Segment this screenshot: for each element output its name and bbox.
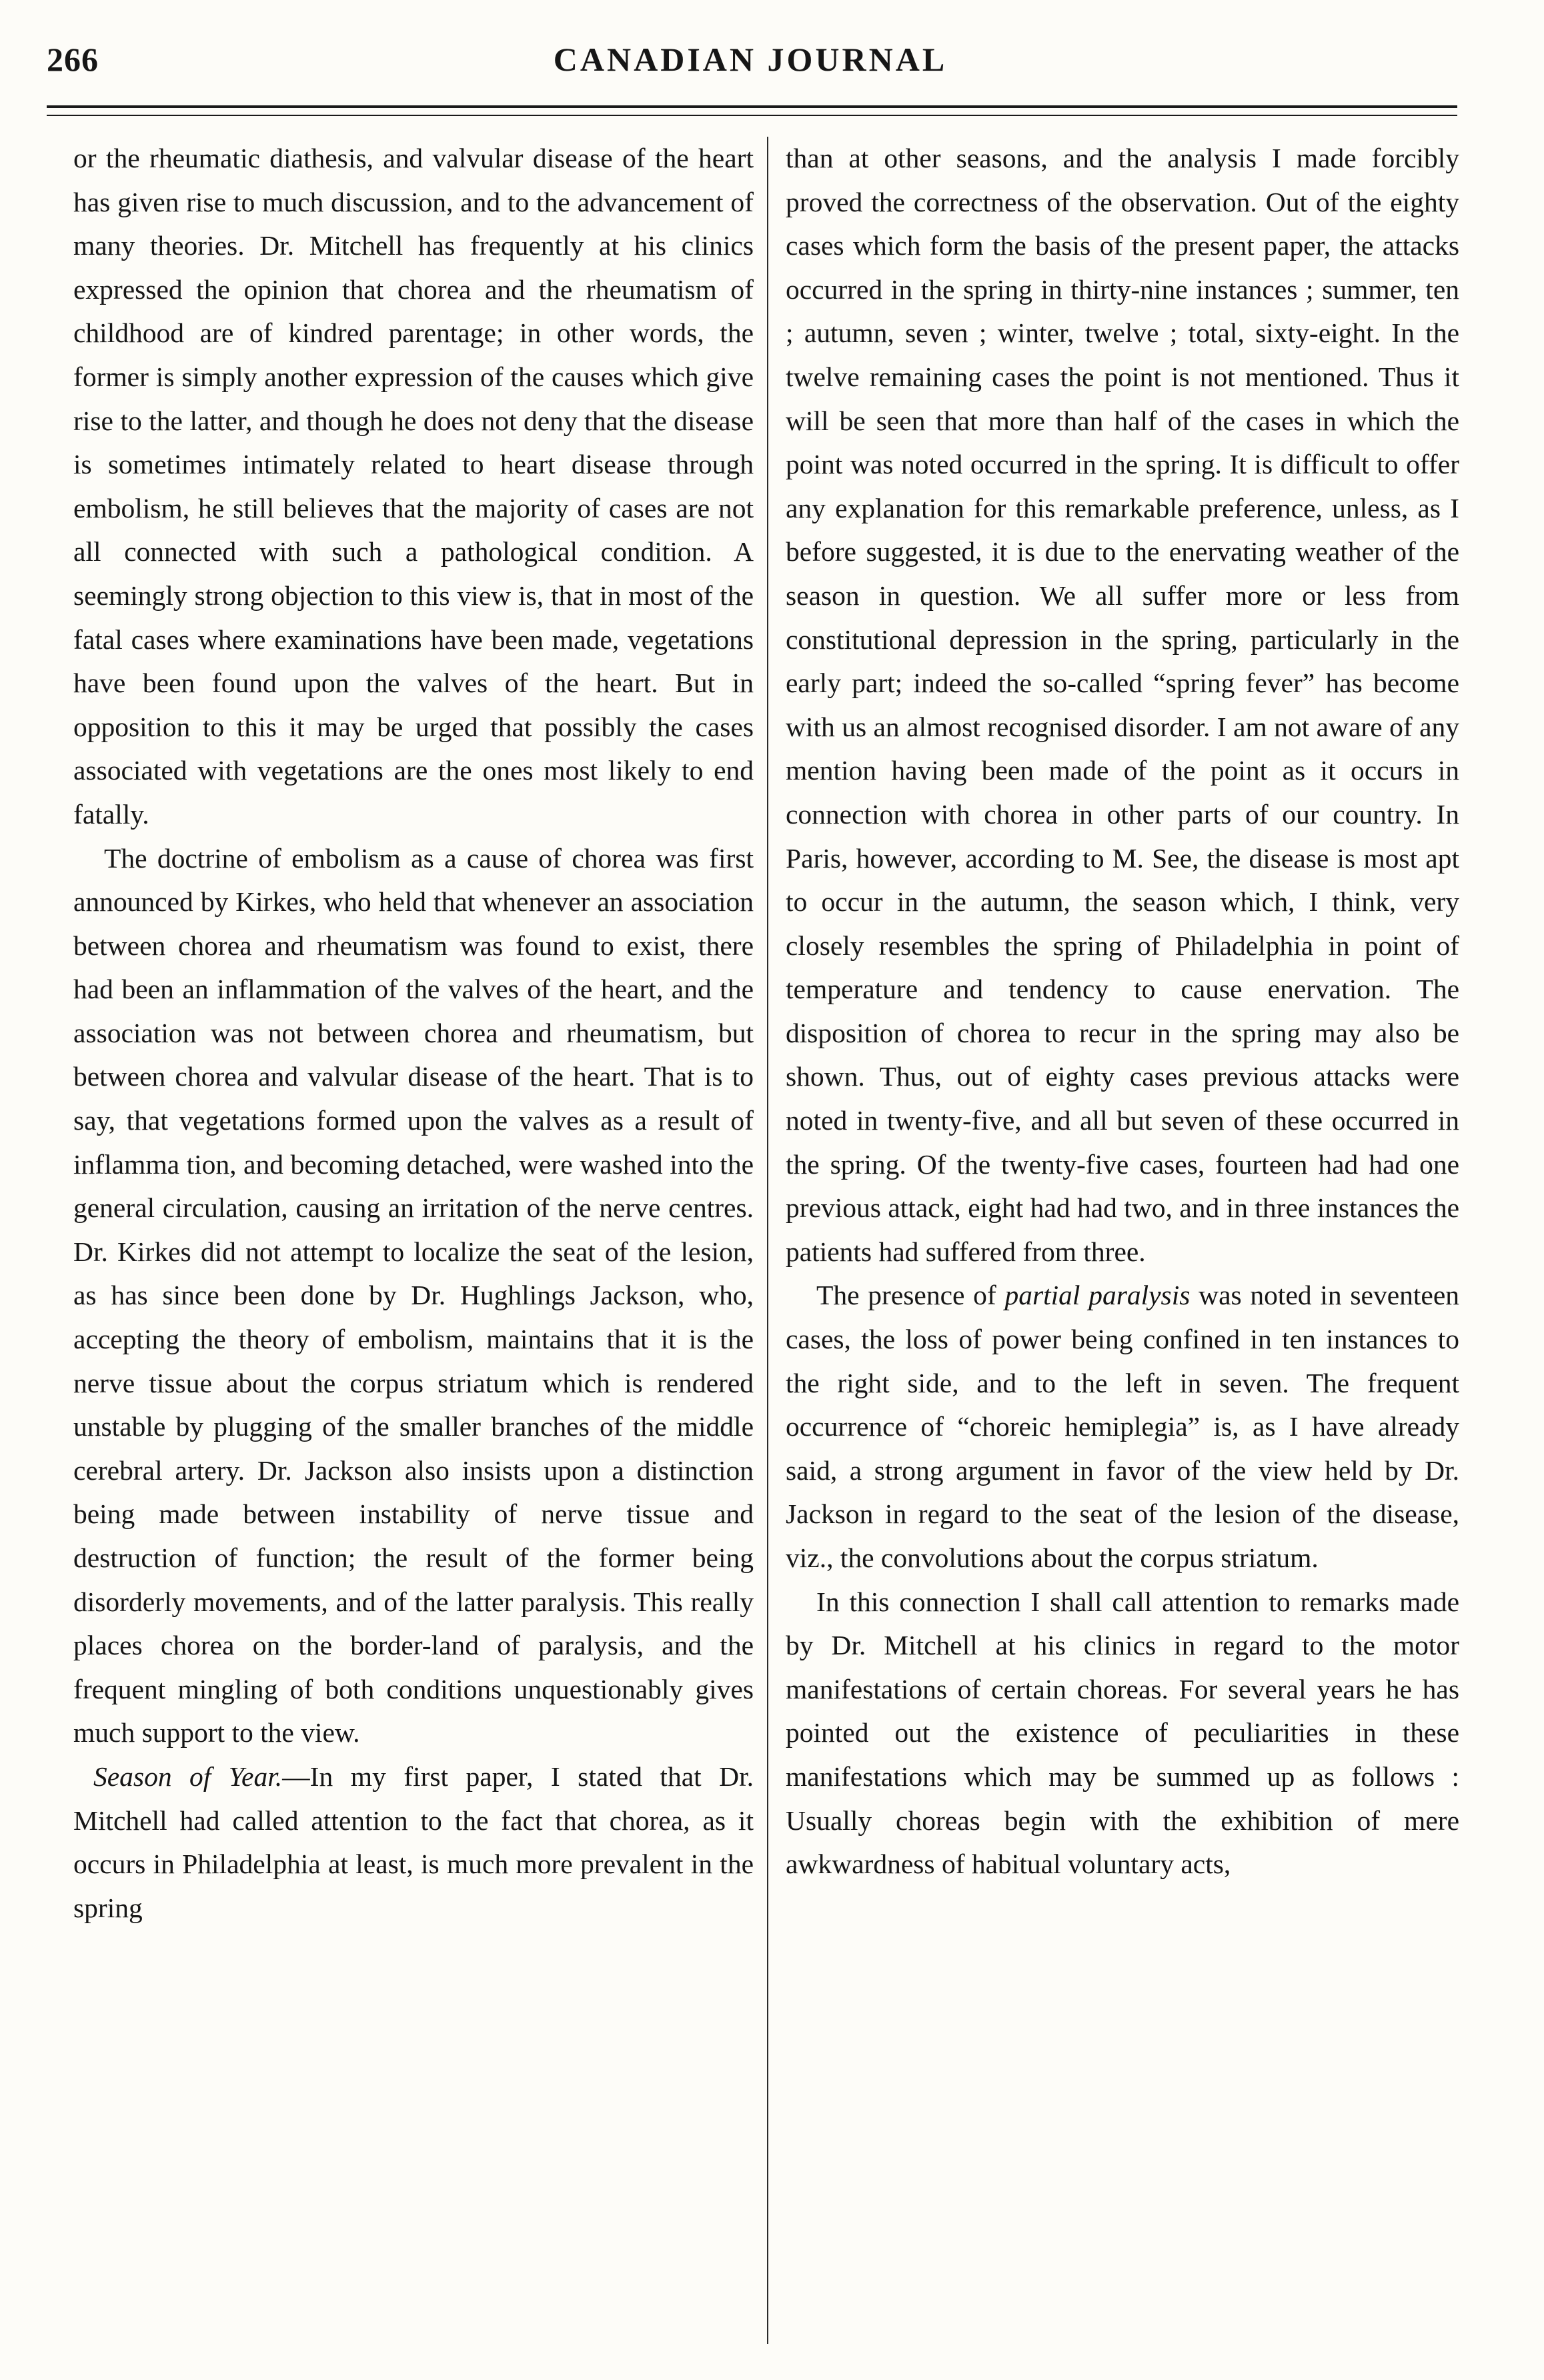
paralysis-text-post: was noted in seventeen cases, the loss of power being confined in ten instances to the right side, and to the left in seven. The frequent occurrence of “choreic hemiplegia” is, as I have already said, a strong argument in favor of the view held by Dr. Jackson in regard to the seat of the lesion of the disease, viz., the convolutions about the corpus striatum. bbox=[786, 1280, 1459, 1573]
section-heading-season-of-year: Season of Year. bbox=[93, 1760, 283, 1792]
page-number: 266 bbox=[47, 41, 99, 78]
right-column bbox=[786, 137, 1459, 2351]
paragraph-seasons-continued: than at other seasons, and the analysis I made forcibly proved the correctness of the observation. Out of the eighty cases which form the basis of the present paper, the attacks occurred in the spring in thirty-nine instances ; summer, ten ; autumn, seven ; winter, twelve ; total, sixty-eight. In the twelve remaining cases the point is not mentioned. Thus it will be seen that more than half of the cases in which the point was noted occurred in the spring. It is difficult to offer any explanation for this remarkable preference, unless, as I before suggested, it is due to the enervating weather of the season in question. We all suffer more or less from constitutional depression in the spring, particularly in the early part; indeed the so-called “spring fever” has become with us an almost recognised disorder. I am not aware of any mention having been made of the point as it occurs in connection with chorea in other parts of our country. In Paris, however, according to M. See, the disease is most apt to occur in the autumn, the season which, I think, very closely resembles the spring of Philadelphia in point of temperature and tendency to cause enervation. The disposition of chorea to recur in the spring may also be shown. Thus, out of eighty cases previous attacks were noted in twenty-five, and all but seven of these occurred in the spring. Of the twenty-five cases, fourteen had had one previous attack, eight had had two, and in three instances the patients had suffered from three. bbox=[786, 143, 1459, 1267]
paragraph-season-of-year bbox=[73, 1755, 754, 1930]
paralysis-text-pre: The presence of bbox=[816, 1280, 1005, 1311]
term-partial-paralysis: partial paralysis bbox=[1004, 1280, 1191, 1311]
paragraph-season-text: —In my first paper, I stated that Dr. Mitchell had called attention to the fact that chorea, as it occurs in Philadelphia at least, is much more prevalent in the spring bbox=[73, 1760, 754, 1923]
paragraph-partial-paralysis bbox=[786, 1274, 1459, 1580]
column-divider bbox=[767, 137, 768, 2344]
paragraph-embolism-doctrine: The doctrine of embolism as a cause of chorea was first announced by Kirkes, who held that whenever an association between chorea and rheumatism was found to exist, there had been an inflammation of the valves of the heart, and the association was not between chorea and rheumatism, but between chorea and valvular disease of the heart. That is to say, that vegetations formed upon the valves as a result of inflamma tion, and becoming detached, were washed into the general circulation, causing an irritation of the nerve centres. Dr. Kirkes did not attempt to localize the seat of the lesion, as has since been done by Dr. Hughlings Jackson, who, accepting the theory of embolism, maintains that it is the nerve tissue about the corpus striatum which is rendered unstable by plugging of the smaller branches of the middle cerebral artery. Dr. Jackson also insists upon a distinction being made between instability of nerve tissue and destruction of function; the result of the former being disorderly movements, and of the latter paralysis. This really places chorea on the border-land of paralysis, and the frequent mingling of both conditions unquestionably gives much support to the view. bbox=[73, 842, 754, 1748]
header-rule-thick bbox=[47, 105, 1457, 108]
header-rule-thin bbox=[47, 115, 1457, 116]
paragraph-motor-manifestations: In this connection I shall call attention to remarks made by Dr. Mitchell at his clinics in regard to the motor manifestations of certain choreas. For several years he has pointed out the existence of peculiarities in these manifestations which may be summed up as follows : Usually choreas begin with the exhibition of mere awkwardness of habitual voluntary acts, bbox=[786, 1586, 1459, 1880]
running-head: CANADIAN JOURNAL bbox=[553, 41, 948, 78]
paragraph-continued: or the rheumatic diathesis, and valvular disease of the heart has given rise to much discussion, and to the advancement of many theories. Dr. Mitchell has frequently at his clinics expressed the opinion that chorea and the rheumatism of childhood are of kindred parentage; in other words, the former is simply another expression of the causes which give rise to the latter, and though he does not deny that the disease is sometimes intimately related to heart disease through embolism, he still believes that the majority of cases are not all connected with such a pathological condition. A seemingly strong objection to this view is, that in most of the fatal cases where examinations have been made, vegetations have been found upon the valves of the heart. But in opposition to this it may be urged that possibly the cases associated with vegetations are the ones most likely to end fatally. bbox=[73, 143, 754, 830]
page-header bbox=[47, 40, 1454, 93]
left-column bbox=[73, 137, 754, 2351]
